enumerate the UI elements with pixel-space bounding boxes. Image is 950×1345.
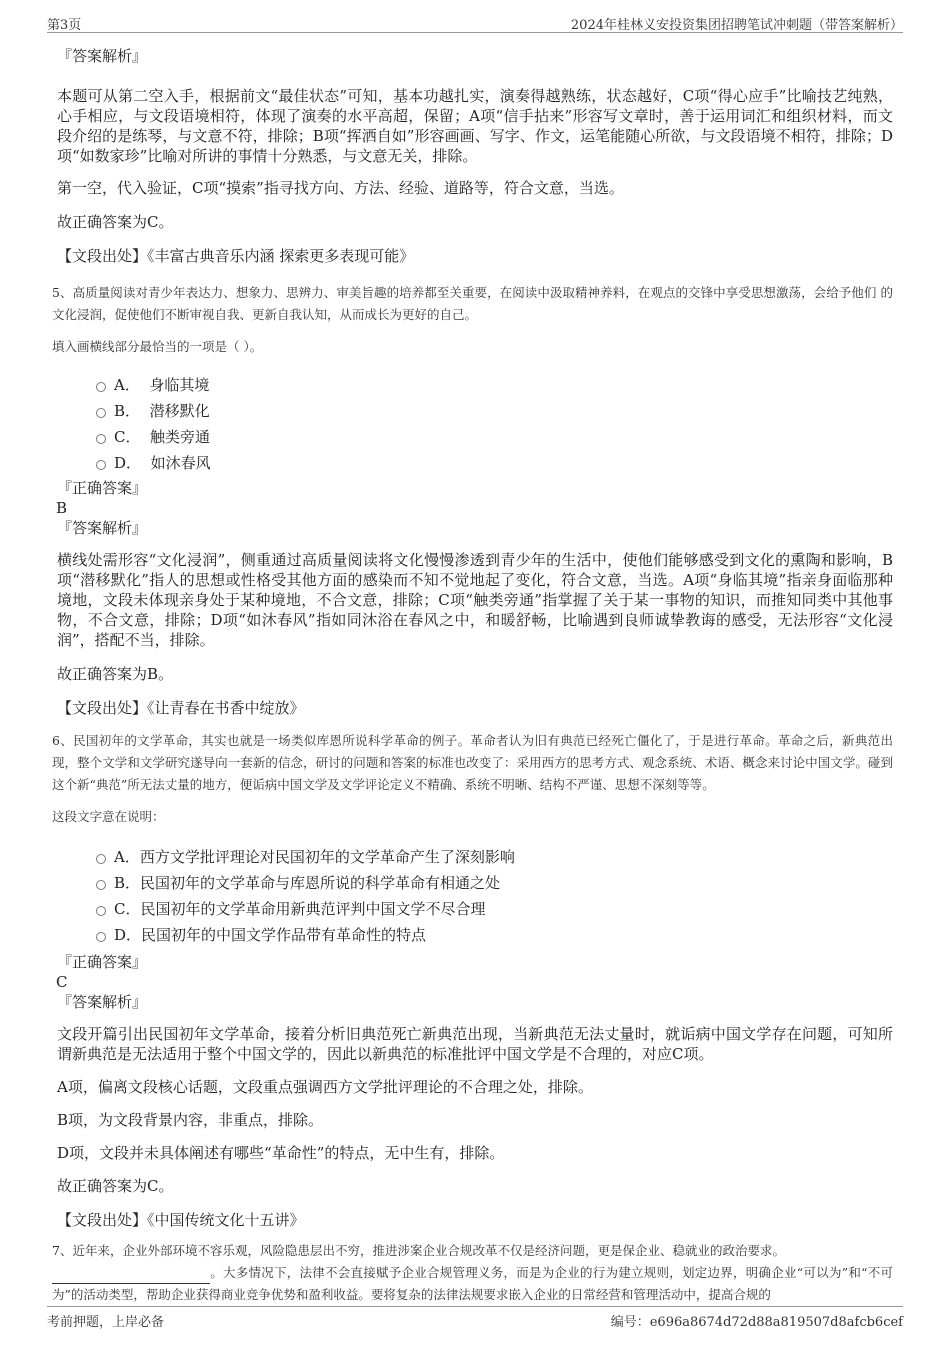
question-6-prompt: 这段文字意在说明： (52, 809, 165, 824)
option-a[interactable]: A． 身临其境 (57, 372, 893, 398)
analysis-paragraph: B项，为文段背景内容，非重点，排除。 (57, 1111, 324, 1129)
question-5-text: 5、高质量阅读对青少年表达力、想象力、思辨力、审美旨趣的培养都至关重要，在阅读中汲取精神养料，在观点的交锋中享受思想激荡，会给予他们 的文化浸润，促使他们不断审视自我、更新自我认知，从而成长为更好的自己。 (52, 285, 893, 322)
option-c[interactable]: C． 触类旁通 (57, 424, 893, 450)
radio-icon[interactable] (96, 880, 106, 890)
source-citation: 【文段出处】《让青春在书香中绽放》 (57, 699, 305, 717)
option-d[interactable]: D． 如沐春风 (57, 450, 893, 476)
analysis-paragraph: D项，文段并未具体阐述有哪些“革命性”的特点，无中生有，排除。 (57, 1144, 505, 1162)
analysis-paragraph: 本题可从第二空入手，根据前文“最佳状态”可知，基本功越扎实，演奏得越熟练，状态越好，C项“得心应手”比喻技艺纯熟，心手相应，与文段语境相符，体现了演奏的水平高超，保留；A项“信手拈来”形容写文章时，善于运用词汇和组织材料，而文段介绍的是练琴，与文意不符，排除；B项“挥洒自如”形容画画、写字、作文，运笔能随心所欲，与文段语境不相符，排除；D项“如数家珍”比喻对所讲的事情十分熟悉，与文意无关，排除。 (57, 87, 893, 165)
analysis-paragraph: 故正确答案为B。 (57, 665, 174, 683)
correct-answer: C (56, 973, 68, 991)
analysis-paragraph: A项，偏离文段核心话题，文段重点强调西方文学批评理论的不合理之处，排除。 (57, 1078, 593, 1096)
radio-icon[interactable] (96, 460, 106, 470)
radio-icon[interactable] (96, 382, 106, 392)
option-a[interactable]: A．西方文学批评理论对民国初年的文学革命产生了深刻影响 (57, 844, 893, 870)
analysis-paragraph: 第一空，代入验证，C项“摸索”指寻找方向、方法、经验、道路等，符合文意，当选。 (57, 179, 624, 197)
analysis-label: 『答案解析』 (57, 519, 148, 537)
page-header (47, 14, 903, 33)
option-c[interactable]: C．民国初年的文学革命用新典范评判中国文学不尽合理 (57, 896, 893, 922)
option-b[interactable]: B．民国初年的文学革命与库恩所说的科学革命有相通之处 (57, 870, 893, 896)
source-citation: 【文段出处】《中国传统文化十五讲》 (57, 1211, 305, 1229)
analysis-label: 『答案解析』 (57, 993, 148, 1011)
page-number: 第3页 (47, 18, 82, 33)
correct-answer: B (56, 499, 68, 517)
question-7-text: 7、近年来，企业外部环境不容乐观，风险隐患层出不穷，推进涉案企业合规改革不仅是经济问题，更是保企业、稳就业的政治要求。 。大多情况下，法律不会直接赋予企业合规管理义务，而是为企业的行为建立规则，划定边界，明确企业“可以为”和“不可为”的活动类型，帮助企业获得商业竞争优势和盈利收益。要将复杂的法律法规要求嵌入企业的日常经营和管理活动中，提高合规的 (52, 1243, 893, 1302)
correct-answer-label: 『正确答案』 (57, 953, 148, 971)
page-content (52, 46, 893, 1306)
fill-in-blank (52, 1269, 210, 1284)
correct-answer-label: 『正确答案』 (57, 479, 148, 497)
analysis-paragraph: 文段开篇引出民国初年文学革命，接着分析旧典范死亡新典范出现，当新典范无法丈量时，就诟病中国文学存在问题，可知所谓新典范是无法适用于整个中国文学的，因此以新典范的标准批评中国文学是不合理的，对应C项。 (57, 1025, 893, 1063)
footer-slogan: 考前押题，上岸必备 (47, 1315, 165, 1330)
question-6-text: 6、民国初年的文学革命，其实也就是一场类似库恩所说科学革命的例子。革命者认为旧有典范已经死亡僵化了，于是进行革命。革命之后，新典范出现，整个文学和文学研究遂导向一套新的信念，研讨的问题和答案的标准也改变了：采用西方的思考方式、观念系统、术语、概念来讨论中国文学。碰到这个新“典范”所无法丈量的地方，便诟病中国文学及文学评论定义不精确、系统不明晰、结构不严谨、思想不深刻等等。 (52, 733, 893, 792)
question-5-options (57, 372, 893, 476)
document-id: 编号：e696a8674d72d88a819507d8afcb6cef (610, 1315, 903, 1330)
radio-icon[interactable] (96, 408, 106, 418)
page-footer (47, 1306, 903, 1331)
analysis-paragraph: 横线处需形容“文化浸润”，侧重通过高质量阅读将文化慢慢渗透到青少年的生活中，使他们能够感受到文化的熏陶和影响，B项“潜移默化”指人的思想或性格受其他方面的感染而不知不觉地起了变化，符合文意，当选。A项“身临其境”指亲身面临那种境地，文段未体现亲身处于某种境地，不合文意，排除；C项“触类旁通”指掌握了关于某一事物的知识，而推知同类中其他事物，不合文意，排除；D项“如沐春风”指如同沐浴在春风之中，和暖舒畅，比喻遇到良师诚挚教诲的感受，无法形容“文化浸润”，搭配不当，排除。 (57, 551, 893, 649)
radio-icon[interactable] (96, 906, 106, 916)
question-5-prompt: 填入画横线部分最恰当的一项是（ ）。 (52, 339, 263, 354)
question-6-options (57, 844, 893, 948)
analysis-label: 『答案解析』 (57, 47, 148, 65)
radio-icon[interactable] (96, 932, 106, 942)
analysis-paragraph: 故正确答案为C。 (57, 213, 174, 231)
analysis-paragraph: 故正确答案为C。 (57, 1177, 174, 1195)
document-title: 2024年桂林义安投资集团招聘笔试冲刺题（带答案解析） (570, 18, 903, 33)
option-d[interactable]: D．民国初年的中国文学作品带有革命性的特点 (57, 922, 893, 948)
radio-icon[interactable] (96, 854, 106, 864)
source-citation: 【文段出处】《丰富古典音乐内涵 探索更多表现可能》 (57, 247, 415, 265)
radio-icon[interactable] (96, 434, 106, 444)
option-b[interactable]: B． 潜移默化 (57, 398, 893, 424)
